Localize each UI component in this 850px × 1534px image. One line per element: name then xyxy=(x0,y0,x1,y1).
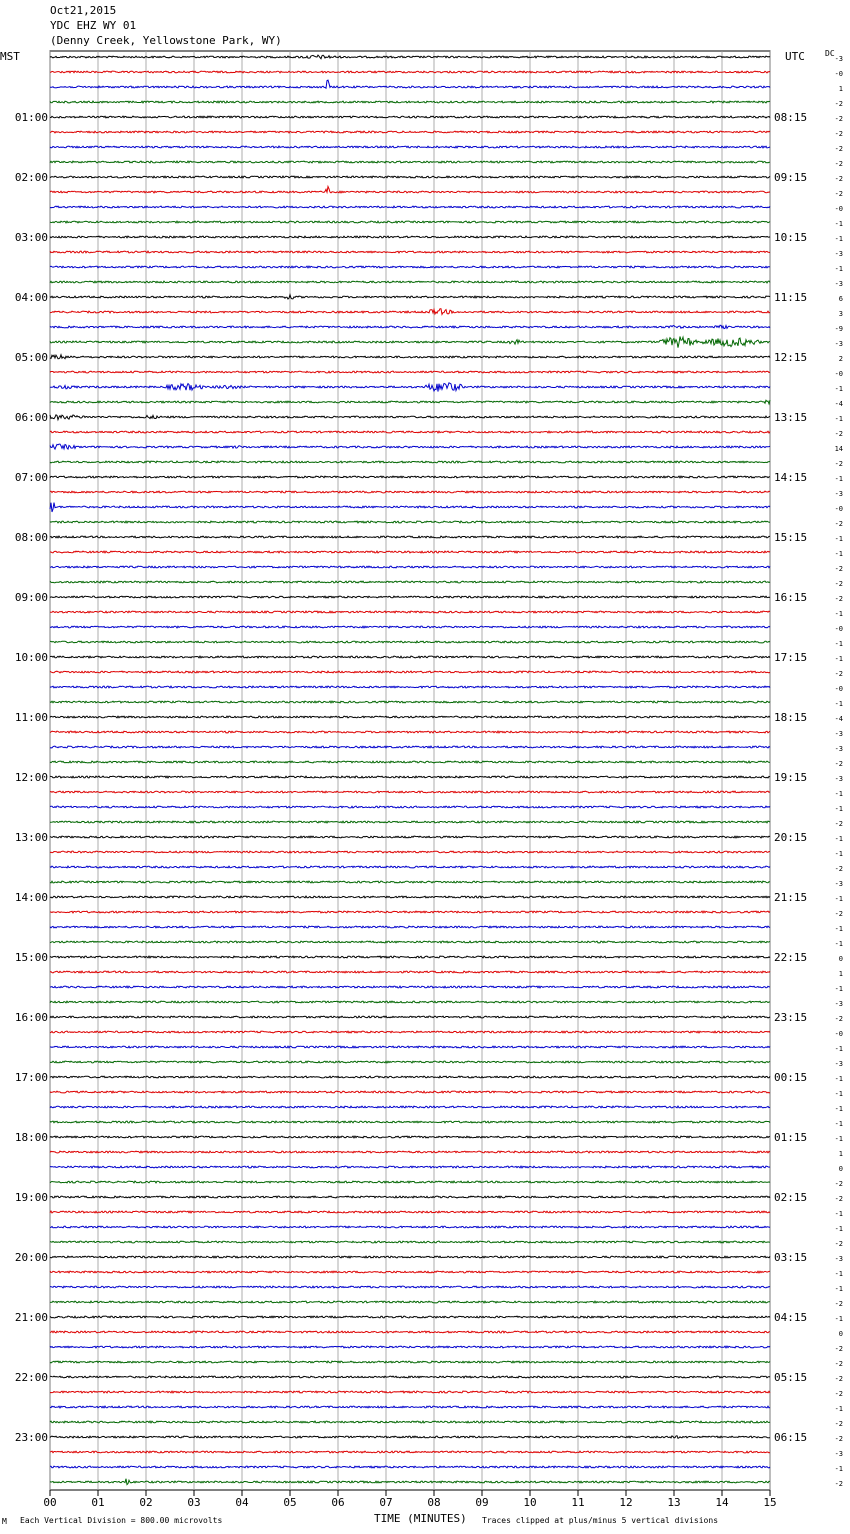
dc-offset-value: 1 xyxy=(838,970,843,978)
dc-offset-value: -2 xyxy=(834,115,843,123)
dc-offset-value: -1 xyxy=(834,1285,843,1293)
x-tick-label: 09 xyxy=(475,1496,489,1509)
dc-offset-value: -1 xyxy=(834,790,843,798)
trace-row xyxy=(50,566,770,568)
dc-offset-value: -1 xyxy=(834,1105,843,1113)
trace-row xyxy=(50,400,770,404)
mst-hour-label: 13:00 xyxy=(14,831,48,844)
dc-offset-value: -3 xyxy=(834,745,843,753)
dc-offset-value: -2 xyxy=(834,100,843,108)
dc-offset-value: 0 xyxy=(838,1330,843,1338)
utc-hour-label: 01:15 xyxy=(774,1131,808,1144)
dc-offset-value: -2 xyxy=(834,520,843,528)
dc-offset-value: -1 xyxy=(834,475,843,483)
dc-offset-value: -2 xyxy=(834,820,843,828)
trace-row xyxy=(50,746,770,748)
trace-row xyxy=(50,1436,770,1439)
trace-row xyxy=(50,1286,770,1288)
dc-offset-value: 6 xyxy=(838,295,843,303)
mst-hour-label: 08:00 xyxy=(14,531,48,544)
trace-row xyxy=(50,881,770,883)
mst-hour-label: 04:00 xyxy=(14,291,48,304)
trace-row xyxy=(50,986,770,988)
trace-row xyxy=(50,581,770,583)
trace-row xyxy=(50,1391,770,1393)
dc-offset-value: -1 xyxy=(834,940,843,948)
dc-offset-value: -2 xyxy=(834,190,843,198)
mst-hour-label: 21:00 xyxy=(14,1311,48,1324)
dc-offset-value: -2 xyxy=(834,145,843,153)
utc-hour-label: 05:15 xyxy=(774,1371,808,1384)
dc-offset-value: -3 xyxy=(834,1255,843,1263)
dc-offset-value: -1 xyxy=(834,1225,843,1233)
dc-offset-value: -1 xyxy=(834,415,843,423)
trace-row xyxy=(50,641,770,643)
dc-offset-value: -1 xyxy=(834,1045,843,1053)
trace-row xyxy=(50,806,770,808)
dc-offset-value: -2 xyxy=(834,130,843,138)
trace-row xyxy=(50,461,770,463)
dc-offset-value: -1 xyxy=(834,1135,843,1143)
trace-row xyxy=(50,1346,770,1348)
dc-offset-value: -2 xyxy=(834,460,843,468)
dc-offset-value: -1 xyxy=(834,535,843,543)
trace-row xyxy=(50,206,770,208)
trace-row xyxy=(50,1226,770,1228)
trace-row xyxy=(50,161,770,163)
trace-row xyxy=(50,187,770,193)
utc-hour-label: 04:15 xyxy=(774,1311,808,1324)
mst-hour-label: 10:00 xyxy=(14,651,48,664)
trace-row xyxy=(50,266,770,268)
trace-row xyxy=(50,671,770,673)
x-tick-label: 06 xyxy=(331,1496,345,1509)
x-tick-label: 07 xyxy=(379,1496,393,1509)
dc-offset-value: -1 xyxy=(834,1465,843,1473)
mst-hour-label: 06:00 xyxy=(14,411,48,424)
utc-hour-label: 18:15 xyxy=(774,711,808,724)
dc-offset-value: -2 xyxy=(834,175,843,183)
trace-row xyxy=(50,656,770,658)
x-tick-label: 04 xyxy=(235,1496,249,1509)
trace-row xyxy=(50,1466,770,1468)
trace-row xyxy=(50,1166,770,1168)
corner-mark: M xyxy=(2,1517,7,1526)
mst-hour-label: 02:00 xyxy=(14,171,48,184)
utc-hour-label: 08:15 xyxy=(774,111,808,124)
trace-row xyxy=(50,1376,770,1378)
trace-row xyxy=(50,1016,770,1018)
mst-hour-label: 15:00 xyxy=(14,951,48,964)
dc-offset-value: -2 xyxy=(834,1435,843,1443)
trace-row xyxy=(50,626,770,628)
dc-offset-value: -2 xyxy=(834,1420,843,1428)
mst-hour-label: 05:00 xyxy=(14,351,48,364)
mst-hour-label: 14:00 xyxy=(14,891,48,904)
dc-offset-value: -1 xyxy=(834,1405,843,1413)
trace-row xyxy=(50,1301,770,1303)
trace-row xyxy=(50,1121,770,1123)
dc-offset-value: 0 xyxy=(838,955,843,963)
utc-hour-label: 20:15 xyxy=(774,831,808,844)
left-timezone-label: MST xyxy=(0,50,20,63)
trace-row xyxy=(50,971,770,973)
x-tick-label: 05 xyxy=(283,1496,297,1509)
trace-row xyxy=(50,444,770,449)
dc-offset-value: -1 xyxy=(834,805,843,813)
trace-row xyxy=(50,236,770,238)
x-tick-label: 11 xyxy=(571,1496,585,1509)
trace-row xyxy=(50,1256,770,1258)
mst-hour-label: 03:00 xyxy=(14,231,48,244)
dc-offset-value: 1 xyxy=(838,1150,843,1158)
dc-offset-value: -1 xyxy=(834,700,843,708)
dc-offset-value: -3 xyxy=(834,775,843,783)
utc-hour-label: 09:15 xyxy=(774,171,808,184)
trace-row xyxy=(50,176,770,178)
dc-offset-value: -1 xyxy=(834,235,843,243)
dc-offset-value: -3 xyxy=(834,340,843,348)
utc-hour-label: 16:15 xyxy=(774,591,808,604)
dc-offset-value: -2 xyxy=(834,910,843,918)
trace-row xyxy=(50,1031,770,1033)
trace-row xyxy=(50,371,770,373)
utc-hour-label: 23:15 xyxy=(774,1011,808,1024)
dc-offset-value: -1 xyxy=(834,925,843,933)
mst-hour-label: 11:00 xyxy=(14,711,48,724)
trace-row xyxy=(50,431,770,433)
dc-offset-value: -0 xyxy=(834,625,843,633)
mst-hour-label: 22:00 xyxy=(14,1371,48,1384)
vertical-scale-note: Each Vertical Division = 800.00 microvolts xyxy=(20,1516,223,1525)
dc-offset-value: -4 xyxy=(834,400,843,408)
trace-row xyxy=(50,503,770,512)
trace-row xyxy=(50,1001,770,1003)
trace-row xyxy=(50,476,770,478)
trace-row xyxy=(50,1046,770,1048)
utc-hour-label: 14:15 xyxy=(774,471,808,484)
dc-offset-value: -0 xyxy=(834,685,843,693)
dc-offset-value: -2 xyxy=(834,1180,843,1188)
x-tick-label: 10 xyxy=(523,1496,537,1509)
trace-row xyxy=(50,1181,770,1183)
dc-offset-value: -3 xyxy=(834,880,843,888)
station-code: YDC EHZ WY 01 xyxy=(50,19,137,32)
trace-row xyxy=(50,491,770,493)
dc-offset-value: -3 xyxy=(834,280,843,288)
x-axis-title: TIME (MINUTES) xyxy=(374,1512,467,1525)
utc-hour-label: 02:15 xyxy=(774,1191,808,1204)
dc-offset-value: -1 xyxy=(834,850,843,858)
dc-offset-value: -2 xyxy=(834,760,843,768)
dc-offset-value: -1 xyxy=(834,895,843,903)
trace-row xyxy=(50,701,770,703)
dc-offset-value: 0 xyxy=(838,1165,843,1173)
dc-offset-value: -3 xyxy=(834,55,843,63)
utc-hour-label: 17:15 xyxy=(774,651,808,664)
trace-row xyxy=(50,325,770,328)
utc-hour-label: 22:15 xyxy=(774,951,808,964)
trace-row xyxy=(50,521,770,523)
dc-offset-value: -9 xyxy=(834,325,843,333)
trace-row xyxy=(50,1136,770,1138)
mst-hour-label: 20:00 xyxy=(14,1251,48,1264)
trace-row xyxy=(50,1331,770,1333)
utc-hour-label: 13:15 xyxy=(774,411,808,424)
trace-row xyxy=(50,911,770,913)
dc-offset-value: -2 xyxy=(834,430,843,438)
dc-offset-value: 3 xyxy=(838,310,843,318)
trace-row xyxy=(50,131,770,133)
dc-offset-value: -0 xyxy=(834,70,843,78)
trace-row xyxy=(50,611,770,613)
trace-row xyxy=(50,1421,770,1423)
dc-offset-value: -0 xyxy=(834,505,843,513)
trace-row xyxy=(50,1271,770,1273)
trace-row xyxy=(50,896,770,898)
trace-row xyxy=(50,383,770,392)
mst-hour-label: 09:00 xyxy=(14,591,48,604)
trace-row xyxy=(50,1451,770,1453)
dc-offset-value: -0 xyxy=(834,370,843,378)
trace-row xyxy=(50,686,770,688)
x-tick-label: 15 xyxy=(763,1496,777,1509)
trace-row xyxy=(50,309,770,315)
trace-row xyxy=(50,821,770,823)
utc-hour-label: 00:15 xyxy=(774,1071,808,1084)
dc-offset-value: -1 xyxy=(834,1120,843,1128)
utc-hour-label: 21:15 xyxy=(774,891,808,904)
dc-offset-value: -2 xyxy=(834,1390,843,1398)
trace-row xyxy=(50,337,770,348)
trace-row xyxy=(50,146,770,148)
trace-row xyxy=(50,761,770,763)
trace-row xyxy=(50,281,770,283)
dc-offset-value: -3 xyxy=(834,490,843,498)
utc-hour-label: 12:15 xyxy=(774,351,808,364)
trace-row xyxy=(50,866,770,868)
trace-row xyxy=(50,101,770,103)
x-tick-label: 02 xyxy=(139,1496,153,1509)
dc-offset-value: -2 xyxy=(834,1240,843,1248)
trace-row xyxy=(50,221,770,223)
dc-offset-value: -1 xyxy=(834,1315,843,1323)
plot-date: Oct21,2015 xyxy=(50,4,117,17)
dc-offset-value: -1 xyxy=(834,655,843,663)
trace-row xyxy=(50,791,770,793)
dc-offset-value: -3 xyxy=(834,250,843,258)
dc-offset-value: -1 xyxy=(834,220,843,228)
trace-row xyxy=(50,836,770,838)
dc-offset-value: -1 xyxy=(834,1210,843,1218)
dc-offset-value: -2 xyxy=(834,1375,843,1383)
dc-offset-value: -1 xyxy=(834,610,843,618)
dc-offset-value: -3 xyxy=(834,1000,843,1008)
trace-row xyxy=(50,295,770,299)
mst-hour-label: 07:00 xyxy=(14,471,48,484)
dc-offset-value: -1 xyxy=(834,640,843,648)
trace-row xyxy=(50,55,770,59)
trace-row xyxy=(50,251,770,253)
dc-offset-value: -1 xyxy=(834,835,843,843)
dc-offset-value: -2 xyxy=(834,565,843,573)
dc-offset-value: -3 xyxy=(834,1060,843,1068)
dc-offset-value: -1 xyxy=(834,1270,843,1278)
dc-offset-header: DC xyxy=(825,49,835,58)
trace-row xyxy=(50,71,770,73)
dc-offset-value: -3 xyxy=(834,730,843,738)
trace-row xyxy=(50,941,770,943)
x-tick-label: 08 xyxy=(427,1496,441,1509)
utc-hour-label: 10:15 xyxy=(774,231,808,244)
dc-offset-value: -2 xyxy=(834,1015,843,1023)
trace-row xyxy=(50,415,770,420)
trace-row xyxy=(50,1316,770,1318)
right-timezone-label: UTC xyxy=(785,50,805,63)
trace-row xyxy=(50,536,770,538)
x-tick-label: 01 xyxy=(91,1496,105,1509)
utc-hour-label: 15:15 xyxy=(774,531,808,544)
trace-row xyxy=(50,355,770,359)
mst-hour-label: 12:00 xyxy=(14,771,48,784)
mst-hour-label: 17:00 xyxy=(14,1071,48,1084)
dc-offset-value: -2 xyxy=(834,1345,843,1353)
dc-offset-value: -1 xyxy=(834,1090,843,1098)
dc-offset-value: -2 xyxy=(834,1300,843,1308)
dc-offset-value: -0 xyxy=(834,205,843,213)
dc-offset-value: -2 xyxy=(834,670,843,678)
trace-row xyxy=(50,716,770,718)
mst-hour-label: 16:00 xyxy=(14,1011,48,1024)
utc-hour-label: 06:15 xyxy=(774,1431,808,1444)
station-location: (Denny Creek, Yellowstone Park, WY) xyxy=(50,34,282,47)
clipping-note: Traces clipped at plus/minus 5 vertical divisions xyxy=(482,1516,719,1525)
dc-offset-value: 1 xyxy=(838,85,843,93)
x-tick-label: 13 xyxy=(667,1496,681,1509)
dc-offset-value: -2 xyxy=(834,1480,843,1488)
trace-row xyxy=(50,1241,770,1243)
dc-offset-value: -2 xyxy=(834,595,843,603)
trace-row xyxy=(50,80,770,88)
dc-offset-value: -2 xyxy=(834,160,843,168)
dc-offset-value: -3 xyxy=(834,1450,843,1458)
trace-row xyxy=(50,1091,770,1093)
dc-offset-value: -2 xyxy=(834,1360,843,1368)
dc-offset-value: -1 xyxy=(834,985,843,993)
dc-offset-value: -0 xyxy=(834,1030,843,1038)
dc-offset-value: -2 xyxy=(834,580,843,588)
trace-row xyxy=(50,926,770,928)
mst-hour-label: 18:00 xyxy=(14,1131,48,1144)
trace-row xyxy=(50,1196,770,1198)
trace-row xyxy=(50,851,770,853)
trace-row xyxy=(50,116,770,118)
mst-hour-label: 19:00 xyxy=(14,1191,48,1204)
dc-offset-value: -1 xyxy=(834,1075,843,1083)
dc-offset-value: -1 xyxy=(834,265,843,273)
trace-row xyxy=(50,596,770,598)
trace-row xyxy=(50,1211,770,1213)
mst-hour-label: 23:00 xyxy=(14,1431,48,1444)
trace-row xyxy=(50,731,770,733)
dc-offset-value: 14 xyxy=(834,445,843,453)
trace-row xyxy=(50,1076,770,1078)
trace-row xyxy=(50,551,770,553)
dc-offset-value: -1 xyxy=(834,385,843,393)
trace-row xyxy=(50,956,770,958)
trace-row xyxy=(50,1106,770,1108)
dc-offset-value: -4 xyxy=(834,715,843,723)
trace-row xyxy=(50,1151,770,1153)
dc-offset-value: 2 xyxy=(838,355,843,363)
utc-hour-label: 11:15 xyxy=(774,291,808,304)
trace-row xyxy=(50,1061,770,1063)
x-tick-label: 03 xyxy=(187,1496,201,1509)
trace-row xyxy=(50,776,770,778)
utc-hour-label: 03:15 xyxy=(774,1251,808,1264)
x-tick-label: 14 xyxy=(715,1496,729,1509)
x-tick-label: 00 xyxy=(43,1496,57,1509)
dc-offset-value: -2 xyxy=(834,1195,843,1203)
mst-hour-label: 01:00 xyxy=(14,111,48,124)
trace-row xyxy=(50,1406,770,1408)
x-tick-label: 12 xyxy=(619,1496,633,1509)
trace-row xyxy=(50,1361,770,1363)
dc-offset-value: -2 xyxy=(834,865,843,873)
trace-row xyxy=(50,1479,770,1485)
dc-offset-value: -1 xyxy=(834,550,843,558)
utc-hour-label: 19:15 xyxy=(774,771,808,784)
